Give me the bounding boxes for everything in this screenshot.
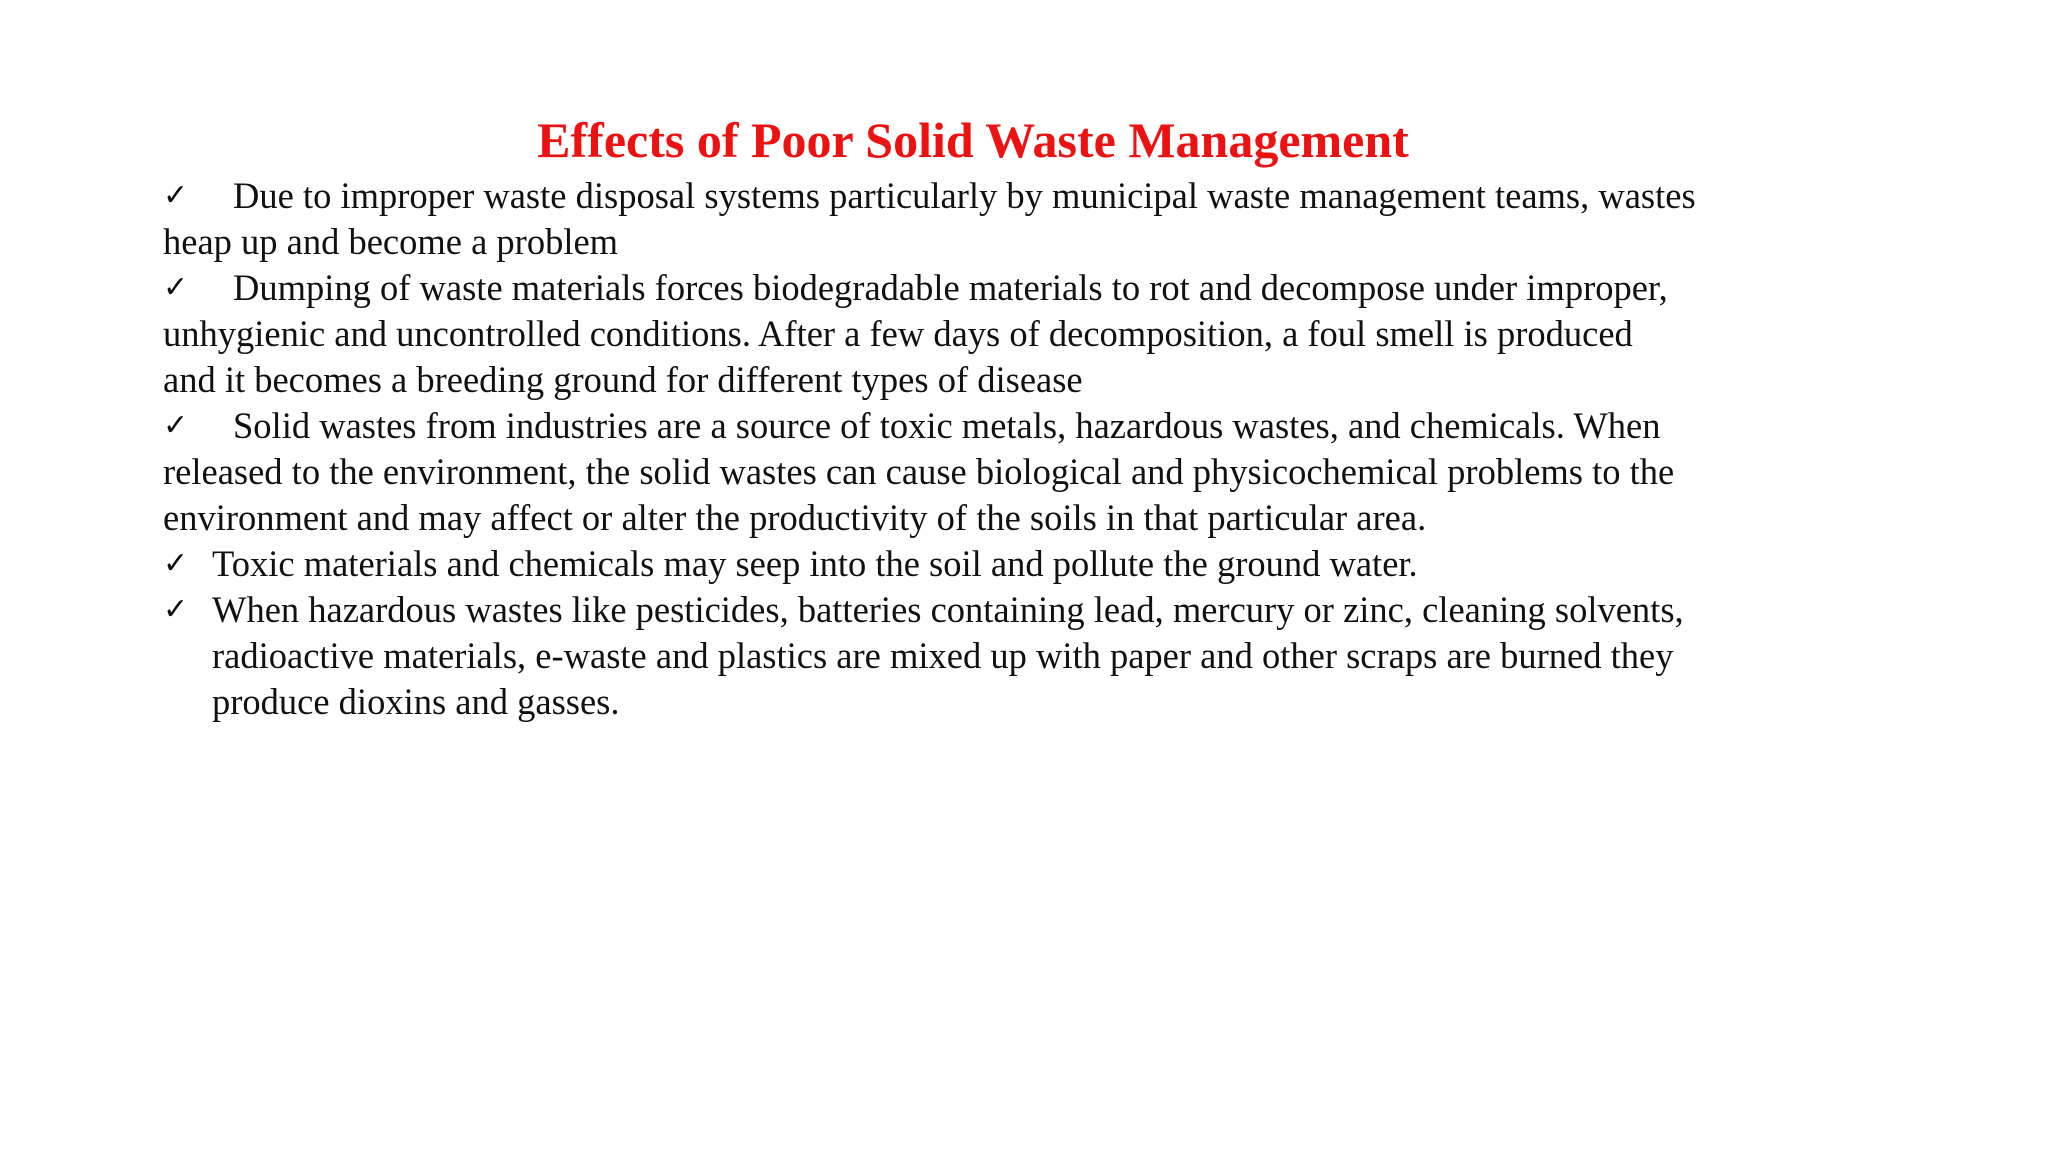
bullet-line: Toxic materials and chemicals may seep into the soil and pollute the ground water. [212, 543, 1418, 584]
bullet-item [163, 265, 1803, 403]
bullet-line [163, 265, 1803, 311]
bullet-list [163, 173, 1803, 725]
bullet-text: Dumping of waste materials forces biodegradable materials to rot and decompose under improper, [233, 267, 1668, 308]
slide-title: Effects of Poor Solid Waste Management [537, 112, 1409, 168]
bullet-line: released to the environment, the solid wastes can cause biological and physicochemical problems to the [163, 451, 1675, 492]
bullet-line: radioactive materials, e-waste and plastics are mixed up with paper and other scraps are burned they [212, 635, 1674, 676]
bullet-line: environment and may affect or alter the productivity of the soils in that particular area. [163, 497, 1427, 538]
bullet-text-block [212, 541, 1803, 587]
bullet-line: and it becomes a breeding ground for different types of disease [163, 359, 1083, 400]
bullet-text: Due to improper waste disposal systems particularly by municipal waste management teams, wastes [233, 175, 1696, 216]
bullet-line: produce dioxins and gasses. [212, 681, 620, 722]
bullet-item [163, 173, 1803, 265]
bullet-item [163, 403, 1803, 541]
checkmark-icon: ✓ [163, 592, 189, 627]
bullet-text: Solid wastes from industries are a source of toxic metals, hazardous wastes, and chemicals. When [233, 405, 1661, 446]
bullet-line [163, 173, 1803, 219]
checkmark-icon: ✓ [163, 408, 189, 443]
checkmark-icon: ✓ [163, 178, 189, 213]
checkmark-icon: ✓ [163, 546, 189, 581]
bullet-line: When hazardous wastes like pesticides, batteries containing lead, mercury or zinc, cleaning solvents, [212, 589, 1684, 630]
bullet-line: unhygienic and uncontrolled conditions. After a few days of decomposition, a foul smell is produced [163, 313, 1633, 354]
bullet-item [163, 587, 1803, 725]
checkmark-icon: ✓ [163, 270, 189, 305]
bullet-line: heap up and become a problem [163, 221, 619, 262]
bullet-item [163, 541, 1803, 587]
bullet-text-block [212, 587, 1803, 725]
bullet-line [163, 403, 1803, 449]
